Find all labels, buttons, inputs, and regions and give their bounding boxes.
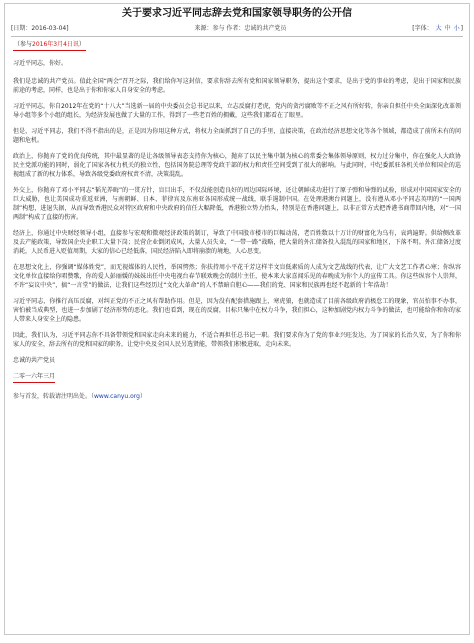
paragraph: 政治上，你抛弃了党的优良传统，其中最显著的是让各级领导表态支持你为核心，抛弃了以民主集中制为核心的常委会集体领导原则，权力过分集中，你在强化人大政协民主党派功能的同时，弱化了国家各权力机关的独立性，包括国务院总理等党政干部的权力和责任空间受到了很大的影响。与此同时，中纪委派驻各机关单位和国企的巡视组成了新的权力体系，导致各级党委政府权责不清，决策混乱。	[13, 153, 461, 178]
paragraph: 我们是忠诚的共产党员。值此全国“两会”召开之际，我们给你写这封信，要求你辞去所有党和国家领导职务，提出这个要求，是出于党的事业的考虑，是出于国家和民族前途的考虑，同样，也是出于你和你家人自身安全的考虑。	[13, 78, 461, 94]
footer-note	[13, 392, 461, 401]
paragraph: 经济上，你通过中央财经领导小组，直接参与宏观和微观经济政策的制订，导致了中国股市楼市的巨幅动荡，老百姓数以十万计的财富化为乌有，哀鸿遍野。供给侧改革及去产能政策，导致国企央企职工大量下岗；民营企业倒闭成风，大量人员失业，“一带一路”战略，把大量的外汇储备投入混乱的国家和地区，下落不明。外汇储备过度消耗，人民币进入贬值周期，大家的信心已经低落，国民经济陷入即将崩溃的境地，人心思变。	[13, 230, 461, 255]
canyu-link[interactable]: www.canyu.org	[94, 393, 140, 400]
font-size-close: ]	[460, 25, 463, 32]
paragraph: 习近平同志，你自2012年在党的“十八大”当选新一届的中央委员会总书记以来，立志反腐打老虎，党内的贪污腐败等不正之风有所好转，你亲自担任中央全面深化改革领导小组等多个小组的组长，为经济发展也做了大量的工作，得到了一些老百姓的拥戴，这些我们都看在了眼里。	[13, 103, 461, 119]
font-size-controls	[412, 24, 463, 33]
source-note-suffix: ）	[78, 41, 85, 48]
paragraph: 在思想文化上，你强调“媒体姓党”，而无视媒体的人民性，举国愕然；你扶持周小平花千芳这样半文盲低素质的人成为文艺战线的代表，让广大文艺工作者心寒；你纵容文化单位直接给你唱赞歌，你的爱人彭丽媛的妹妹出任中央电视台春节联欢晚会的制片主任，使本来大家喜闻乐见的春晚成为你个人的宣传工具。你这些纵容个人崇拜，不许“妄议中央”，搞“一言堂”的做法，让我们这些经历过“文化大革命”的人不禁暗自胆心——我们的党、国家和民族再也经不起新的十年浩劫！	[13, 264, 461, 289]
letter-date: 二零一六年三月	[13, 372, 55, 383]
footer-suffix: ）	[139, 393, 146, 400]
article-body	[5, 37, 469, 401]
source-note	[13, 40, 86, 51]
source-author: 来源：参与 作者：忠诚的共产党员	[194, 25, 287, 32]
font-size-label: [字体：	[412, 25, 433, 32]
source-note-date: 2016年3月4日讯	[32, 41, 79, 48]
font-small-link[interactable]: 小	[453, 25, 460, 32]
article-meta	[11, 24, 463, 37]
source-note-prefix: （参与	[14, 41, 33, 48]
paragraph: 但是，习近平同志，我们不得不指出的是，正是因为你用这种方式，将权力全面抓到了自己的手里，直接决策，在政治经济思想文化等各个领域，都造成了前所未有的问题和危机。	[13, 128, 461, 144]
signature: 忠诚的共产党员	[13, 357, 56, 364]
publish-date: [日期：2016-03-04]	[11, 25, 69, 32]
font-large-link[interactable]: 大	[435, 25, 442, 32]
article-page	[4, 3, 470, 635]
font-medium-link[interactable]: 中	[444, 25, 451, 32]
paragraph: 因此，我们认为，习近平同志你不具备带领党和国家走向未来的能力，不适合再担任总书记一职。我们要求你为了党的事业兴旺发达，为了国家的长治久安，为了你和你家人的安全，辞去所有的党和国家的职务，让党中央及全国人民另选贤能，带领我们积极进取，走向未来。	[13, 332, 461, 348]
footer-prefix: 参与首发，转载请注明出处。（	[13, 393, 95, 400]
paragraph: 外交上，你抛弃了邓小平同志“韬光养晦”的一贯方针，盲目出手，不仅没能创造良好的周边国际环境，还让朝鲜成功进行了原子弹和导弹的试验，形成对中国国家安全的巨大威胁，也让美国成功重返亚洲，与南朝鲜、日本、菲律宾及东南亚各国形成统一战线，联手遏制中国。在处理港澳台问题上，没有遵从邓小平同志英明的“一国两制”构想，进退失据，从而导致香港民众对特区政府和中央政府的信任大幅降低，香港独立势力抬头，特别是在香港问题上，以非正常方式把香港书商带回内地，对“一国两制”构成了直接的伤害。	[13, 187, 461, 221]
salutation: 习近平同志，你好。	[13, 60, 68, 67]
article-title: 关于要求习近平同志辞去党和国家领导职务的公开信	[122, 8, 352, 19]
paragraph: 习近平同志，你推行高压反腐，对纠正党的不正之风有帮助作用。但是，因为没有配套措施跟上，寒虎狼，也就造成了目前各级政府消极怠工的现象，官员怕事不办事，害怕被当成典型，也进一步加剧了经济形势的恶化。我们也看到，现在的反腐，目标只集中在权力斗争，我们担心，这种加剧党内权力斗争的做法，也可能给你和你的家人带来人身安全上的隐患。	[13, 298, 461, 323]
